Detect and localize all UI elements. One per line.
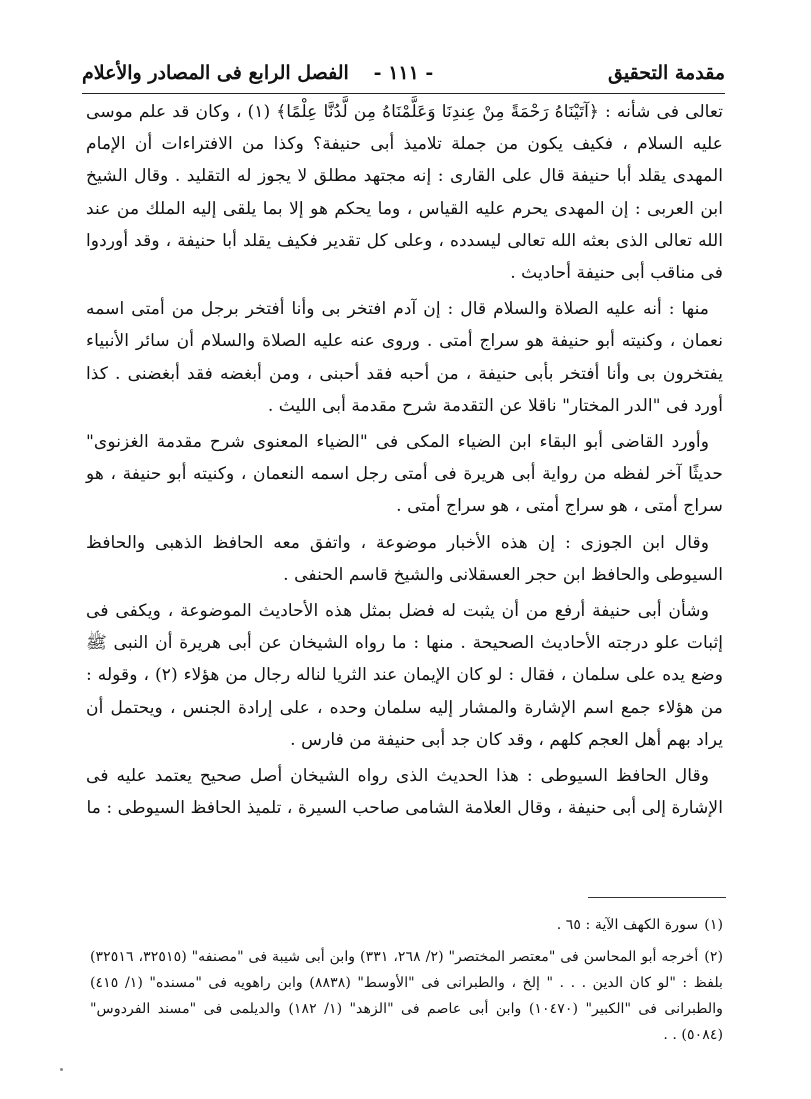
header-rule bbox=[82, 93, 725, 94]
paragraph: وأورد القاضى أبو البقاء ابن الضياء المكى فى "الضياء المعنوى شرح مقدمة الغزنوى" حديثًا آخر لفظه من رواية أبى هريرة فى أمتى رجل اسمه النعمان ، وكنيته أبو حنيفة ، هو سراج أمتى ، هو سراج أمتى ، هو سراج أمتى . bbox=[86, 432, 723, 517]
header-chapter-title: الفصل الرابع فى المصادر والأعلام bbox=[82, 62, 349, 84]
footnote-separator bbox=[588, 897, 726, 898]
footnotes bbox=[90, 912, 723, 1054]
header-section-title: مقدمة التحقيق bbox=[608, 62, 725, 84]
paragraph: تعالى فى شأنه : ﴿آتَيْنَاهُ رَحْمَةً مِنْ عِندِنَا وَعَلَّمْنَاهُ مِن لَّدُنَّا عِلْمًا﴾ (١) ، وكان قد علم موسى عليه السلام ، فكيف يكون من جملة تلاميذ أبى حنيفة؟ وكذا من الافتراءات أن الإمام المهدى يقلد أبا حنيفة قال على القارى : إنه مجتهد مطلق لا يجوز له التقليد . وقال الشيخ ابن العربى : إن المهدى يحرم عليه القياس ، وما يحكم هو إلا بما يلقى إليه الملك من عند الله تعالى الذى بعثه الله تعالى ليسدده ، وعلى كل تقدير فكيف يقلد أبا حنيفة ، وقد أوردوا فى مناقب أبى حنيفة أحاديث . bbox=[86, 102, 723, 284]
running-header bbox=[82, 60, 725, 90]
paragraph: منها : أنه عليه الصلاة والسلام قال : إن آدم افتخر بى وأنا أفتخر برجل من أمتى اسمه نعمان ، وكنيته أبو حنيفة هو سراج أمتى . وروى عنه عليه الصلاة والسلام أن سائر الأنبياء يفتخرون بى وأنا أفتخر بأبى حنيفة ، من أحبه فقد أحبنى ، ومن أبغضه فقد أبغضنى . كذا أورد فى "الدر المختار" ناقلا عن التقدمة شرح مقدمة أبى الليث . bbox=[86, 299, 723, 416]
main-text bbox=[86, 96, 723, 828]
scan-speck bbox=[60, 1068, 63, 1071]
paragraph: وقال ابن الجوزى : إن هذه الأخبار موضوعة ، واتفق معه الحافظ الذهبى والحافظ السيوطى والحافظ ابن حجر العسقلانى والشيخ قاسم الحنفى . bbox=[86, 532, 723, 585]
page-number: - ١١١ - bbox=[373, 62, 434, 84]
paragraph: وشأن أبى حنيفة أرفع من أن يثبت له فضل بمثل هذه الأحاديث الموضوعة ، ويكفى فى إثبات علو درجته الأحاديث الصحيحة . منها : ما رواه الشيخان عن أبى هريرة أن النبى ﷺ وضع يده على سلمان ، فقال : لو كان الإيمان عند الثريا لناله رجال من هؤلاء (٢) ، وقوله : من هؤلاء جمع اسم الإشارة والمشار إليه سلمان وحده ، على إرادة الجنس ، ويحتمل أن يراد بهم أهل العجم كلهم ، وقد كان جد أبى حنيفة من فارس . bbox=[86, 601, 724, 750]
footnote bbox=[90, 912, 723, 938]
footnote-text: أخرجه أبو المحاسن فى "معتصر المختصر" (٢/ ٢٦٨، ٣٣١) وابن أبى شيبة فى "مصنفه" (٣٢٥١٥، ٣٢٥١٦) بلفظ : "لو كان الدين . . . " إلخ ، والطبرانى فى "الأوسط" (٨٨٣٨) وابن راهويه فى "مسنده" (١/ ٤١٥) والطبرانى فى "الكبير" (١٠٤٧٠) وابن أبى عاصم فى "الزهد" (١/ ١٨٢) والديلمى فى "مسند الفردوس" (٥٠٨٤) . . bbox=[90, 949, 724, 1043]
paragraph: وقال الحافظ السيوطى : هذا الحديث الذى رواه الشيخان أصل صحيح يعتمد عليه فى الإشارة إلى أبى حنيفة ، وقال العلامة الشامى صاحب السيرة ، تلميذ الحافظ السيوطى : ما bbox=[86, 766, 723, 819]
footnote bbox=[90, 944, 723, 1048]
footnote-number: (١) bbox=[704, 917, 723, 933]
footnote-text: سورة الكهف الآية : ٦٥ . bbox=[556, 917, 699, 933]
footnote-number: (٢) bbox=[704, 949, 723, 965]
